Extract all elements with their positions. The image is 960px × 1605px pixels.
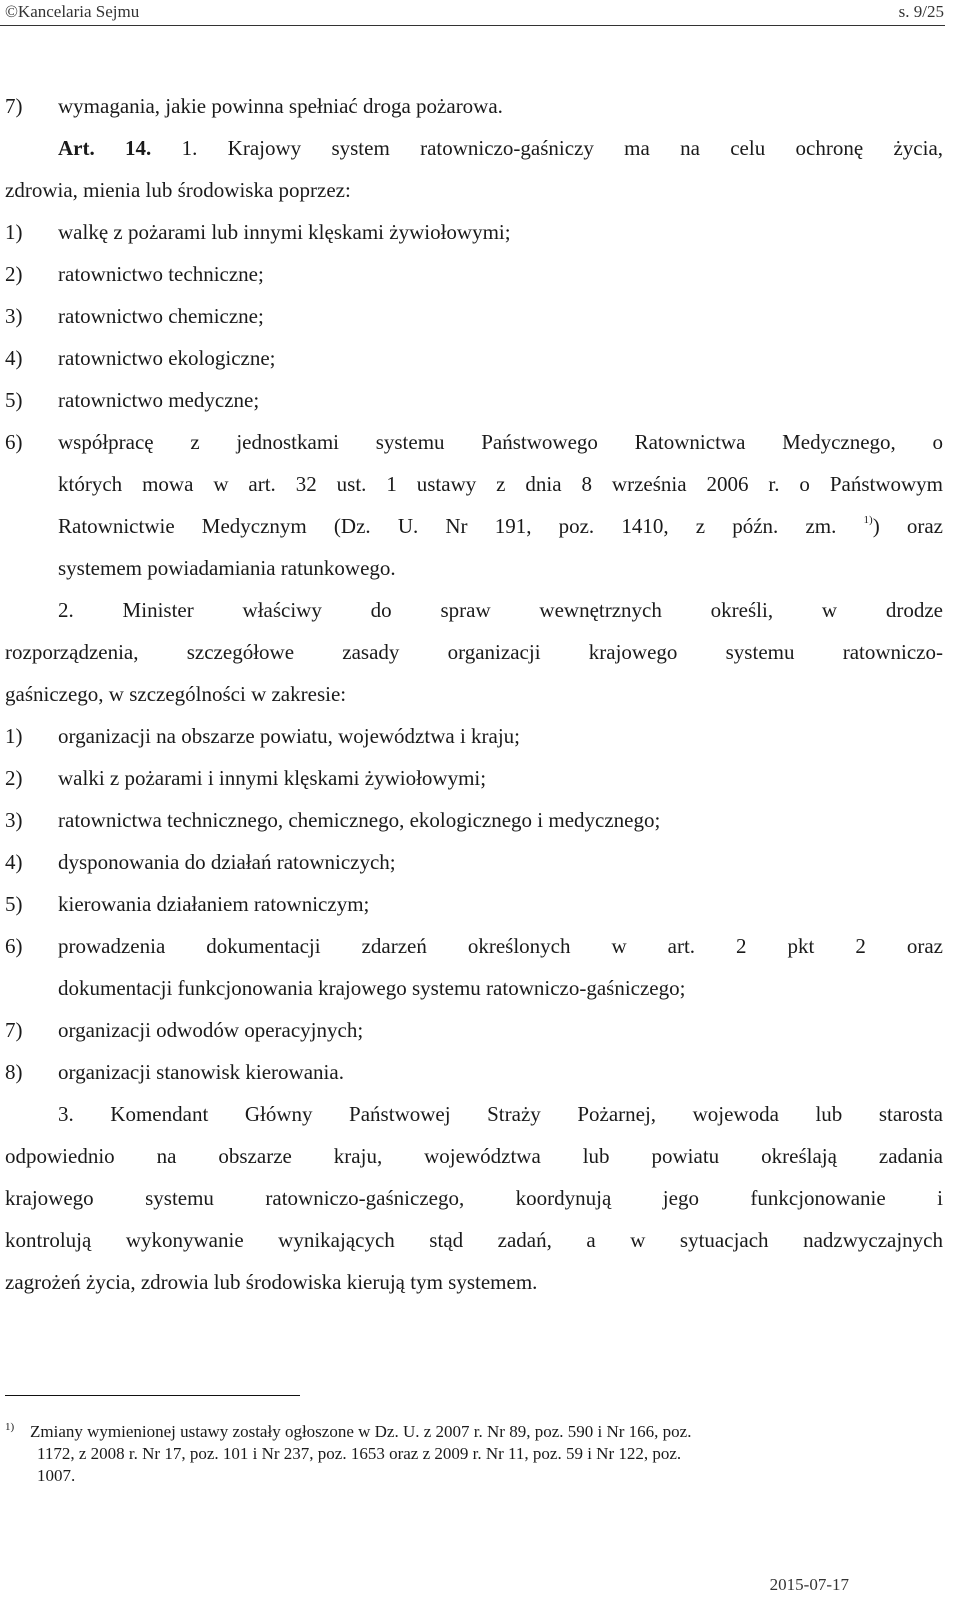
- list-number: 6): [5, 934, 23, 958]
- list2-item-3: [5, 799, 943, 841]
- list1-item-5: [5, 379, 943, 421]
- list-text: których mowa w art. 32 ust. 1 ustawy z dnia 8 września 2006 r. o Państwowym: [58, 472, 943, 496]
- para-3-line-3: [5, 1177, 943, 1219]
- list-number: 1): [5, 220, 23, 244]
- para-2-line-2: [5, 631, 943, 673]
- list-text-part: Ratownictwie Medycznym (Dz. U. Nr 191, poz. 1410, z późn. zm.: [58, 514, 837, 538]
- footnote-reference[interactable]: 1): [863, 514, 873, 526]
- page-number-link[interactable]: s. 9/25: [898, 2, 944, 21]
- list-text: ratownictwo chemiczne;: [58, 304, 264, 328]
- list1-item-3: [5, 295, 943, 337]
- list2-item-2: [5, 757, 943, 799]
- article-14-line-2: [5, 169, 943, 211]
- list-number: 3): [5, 304, 23, 328]
- list-text: ratownictwa technicznego, chemicznego, ekologicznego i medycznego;: [58, 808, 661, 832]
- footer-date: 2015-07-17: [769, 1575, 849, 1594]
- list-text: prowadzenia dokumentacji zdarzeń określonych w art. 2 pkt 2 oraz: [58, 934, 943, 958]
- article-heading: Art. 14.: [58, 136, 152, 160]
- list1-item-2: [5, 253, 943, 295]
- para-2-line-3: [5, 673, 943, 715]
- list-text: systemem powiadamiania ratunkowego.: [58, 556, 396, 580]
- paragraph-text: kontrolują wykonywanie wynikających stąd zadań, a w sytuacjach nadzwyczajnych: [5, 1228, 943, 1252]
- footnote-line-2: 1172, z 2008 r. Nr 17, poz. 101 i Nr 237, poz. 1653 oraz z 2009 r. Nr 11, poz. 59 i Nr 122, poz.: [37, 1444, 682, 1463]
- list-number: 6): [5, 430, 23, 454]
- article-14-line-1: [5, 127, 943, 169]
- list-text: organizacji na obszarze powiatu, województwa i kraju;: [58, 724, 521, 748]
- header-rule: [0, 25, 945, 26]
- footnote: [5, 1421, 847, 1487]
- para-3-line-5: [5, 1261, 943, 1303]
- list-number: 2): [5, 262, 23, 286]
- list-text: organizacji odwodów operacyjnych;: [58, 1018, 364, 1042]
- list-number: 4): [5, 346, 23, 370]
- list-number: 7): [5, 94, 23, 118]
- paragraph-text: 3. Komendant Główny Państwowej Straży Pożarnej, wojewoda lub starosta: [58, 1102, 943, 1126]
- article-text: 1. Krajowy system ratowniczo-gaśniczy ma na celu ochronę życia,: [181, 136, 943, 160]
- paragraph-text: krajowego systemu ratowniczo-gaśniczego, koordynują jego funkcjonowanie i: [5, 1186, 943, 1210]
- document-body: [5, 85, 943, 1303]
- paragraph-text: 2. Minister właściwy do spraw wewnętrznych określi, w drodze: [58, 598, 943, 622]
- list-number: 7): [5, 1018, 23, 1042]
- list-number: 1): [5, 724, 23, 748]
- list-text: współpracę z jednostkami systemu Państwowego Ratownictwa Medycznego, o: [58, 430, 943, 454]
- list-item-prev-7: [5, 85, 943, 127]
- list-text: ratownictwo medyczne;: [58, 388, 260, 412]
- paragraph-text: rozporządzenia, szczegółowe zasady organizacji krajowego systemu ratowniczo-: [5, 640, 943, 664]
- list-text: [58, 514, 943, 538]
- list-text: ratownictwo techniczne;: [58, 262, 264, 286]
- para-3-line-4: [5, 1219, 943, 1261]
- list1-item-6-line-1: [5, 421, 943, 463]
- para-3-line-1: [5, 1093, 943, 1135]
- list2-item-1: [5, 715, 943, 757]
- list-text: wymagania, jakie powinna spełniać droga pożarowa.: [58, 94, 503, 118]
- list1-item-6-line-2: [5, 463, 943, 505]
- footnote-separator: [5, 1395, 300, 1396]
- list2-item-6-line-1: [5, 925, 943, 967]
- list-text: walkę z pożarami lub innymi klęskami żywiołowymi;: [58, 220, 511, 244]
- list2-item-5: [5, 883, 943, 925]
- publisher-link[interactable]: ©Kancelaria Sejmu: [5, 2, 140, 21]
- list-text: dysponowania do działań ratowniczych;: [58, 850, 396, 874]
- list2-item-7: [5, 1009, 943, 1051]
- paragraph-text: odpowiednio na obszarze kraju, województwa lub powiatu określają zadania: [5, 1144, 943, 1168]
- para-3-line-2: [5, 1135, 943, 1177]
- list-text: kierowania działaniem ratowniczym;: [58, 892, 370, 916]
- footnote-marker: 1): [5, 1421, 15, 1433]
- list-text: walki z pożarami i innymi klęskami żywiołowymi;: [58, 766, 487, 790]
- list-text-part: ) oraz: [872, 514, 943, 538]
- list2-item-8: [5, 1051, 943, 1093]
- list1-item-1: [5, 211, 943, 253]
- list2-item-6-line-2: [5, 967, 943, 1009]
- article-text: zdrowia, mienia lub środowiska poprzez:: [5, 178, 351, 202]
- list-number: 2): [5, 766, 23, 790]
- list-number: 5): [5, 388, 23, 412]
- list-text: organizacji stanowisk kierowania.: [58, 1060, 344, 1084]
- paragraph-text: gaśniczego, w szczególności w zakresie:: [5, 682, 347, 706]
- list-text: dokumentacji funkcjonowania krajowego systemu ratowniczo-gaśniczego;: [58, 976, 686, 1000]
- list-text: ratownictwo ekologiczne;: [58, 346, 276, 370]
- list1-item-4: [5, 337, 943, 379]
- list1-item-6-line-3: [5, 505, 943, 547]
- list1-item-6-line-4: [5, 547, 943, 589]
- paragraph-text: zagrożeń życia, zdrowia lub środowiska kierują tym systemem.: [5, 1270, 538, 1294]
- header-publisher: [5, 0, 139, 24]
- footnote-line-3: 1007.: [37, 1466, 76, 1485]
- footnote-line-1: Zmiany wymienionej ustawy zostały ogłoszone w Dz. U. z 2007 r. Nr 89, poz. 590 i Nr 166, poz.: [30, 1422, 692, 1441]
- list2-item-4: [5, 841, 943, 883]
- list-number: 8): [5, 1060, 23, 1084]
- list-number: 5): [5, 892, 23, 916]
- para-2-line-1: [5, 589, 943, 631]
- list-number: 4): [5, 850, 23, 874]
- header-page-number: [899, 0, 944, 24]
- list-number: 3): [5, 808, 23, 832]
